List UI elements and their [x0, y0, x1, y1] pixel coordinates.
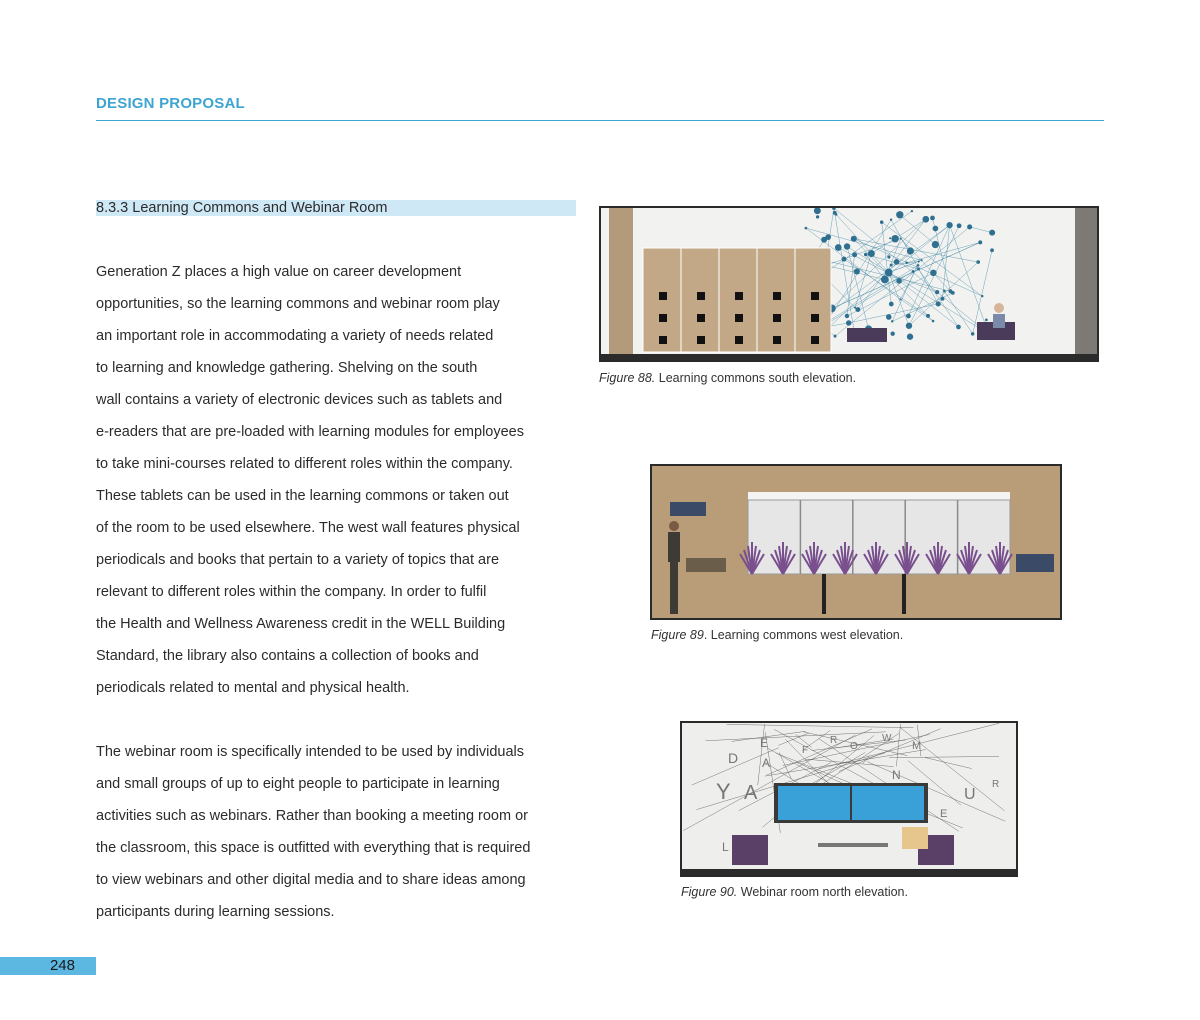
text-line: to take mini-courses related to different roles within the company. [96, 456, 513, 472]
figure-number: Figure 88. [599, 371, 656, 385]
text-line: periodicals and books that pertain to a variety of topics that are [96, 552, 500, 568]
page-number: 248 [0, 957, 96, 975]
text-line: relevant to different roles within the company. In order to fulfil [96, 584, 487, 600]
text-line: an important role in accommodating a variety of needs related [96, 328, 494, 344]
wall-letter: A [762, 756, 771, 770]
caption-text: . Learning commons west elevation. [703, 628, 904, 642]
text-line: These tablets can be used in the learning commons or taken out [96, 488, 509, 504]
text-line: periodicals related to mental and physical health. [96, 680, 410, 696]
caption-text: Learning commons south elevation. [655, 371, 857, 385]
header-divider [96, 120, 1104, 121]
figure-88-image [599, 206, 1099, 362]
figure-90-image [680, 721, 1018, 877]
wall-letter: M [912, 740, 922, 752]
figure-90-caption [681, 885, 908, 899]
wall-letter: R [830, 735, 838, 746]
wall-letter: A [744, 782, 758, 804]
text-line: wall contains a variety of electronic devices such as tablets and [96, 392, 503, 408]
wall-letter: U [964, 786, 976, 803]
wall-letter: L [722, 840, 729, 854]
text-line: to view webinars and other digital media and to share ideas among [96, 872, 526, 888]
paragraph-webinar-room [96, 736, 576, 928]
paragraph-learning-commons [96, 256, 576, 704]
text-line: Standard, the library also contains a collection of books and [96, 648, 479, 664]
wall-letter: E [940, 808, 948, 820]
wall-letter: Y [716, 779, 731, 804]
text-line: the Health and Wellness Awareness credit in the WELL Building [96, 616, 506, 632]
wall-letter: W [882, 733, 892, 744]
wall-letter: R [992, 779, 1000, 790]
wall-letter: D [728, 750, 739, 766]
figure-89-image [650, 464, 1062, 620]
wall-letter: E [760, 736, 769, 750]
text-line: participants during learning sessions. [96, 904, 335, 920]
figure-89-caption [651, 628, 903, 642]
text-line: e-readers that are pre-loaded with learning modules for employees [96, 424, 524, 440]
wall-letter: O [850, 741, 858, 752]
text-line: and small groups of up to eight people to participate in learning [96, 776, 500, 792]
subsection-heading: 8.3.3 Learning Commons and Webinar Room [96, 200, 576, 216]
caption-text: Webinar room north elevation. [737, 885, 908, 899]
text-line: opportunities, so the learning commons and webinar room play [96, 296, 500, 312]
wall-letter: N [892, 768, 901, 782]
text-line: The webinar room is specifically intended to be used by individuals [96, 744, 524, 760]
text-line: Generation Z places a high value on career development [96, 264, 462, 280]
section-header-title: DESIGN PROPOSAL [96, 95, 245, 112]
figure-number: Figure 90. [681, 885, 738, 899]
text-line: to learning and knowledge gathering. Shelving on the south [96, 360, 478, 376]
text-line: the classroom, this space is outfitted with everything that is required [96, 840, 531, 856]
figure-88-caption [599, 371, 856, 385]
text-line: of the room to be used elsewhere. The west wall features physical [96, 520, 520, 536]
figure-number: Figure 89 [651, 628, 704, 642]
wall-letter: F [802, 745, 809, 756]
text-line: activities such as webinars. Rather than booking a meeting room or [96, 808, 528, 824]
